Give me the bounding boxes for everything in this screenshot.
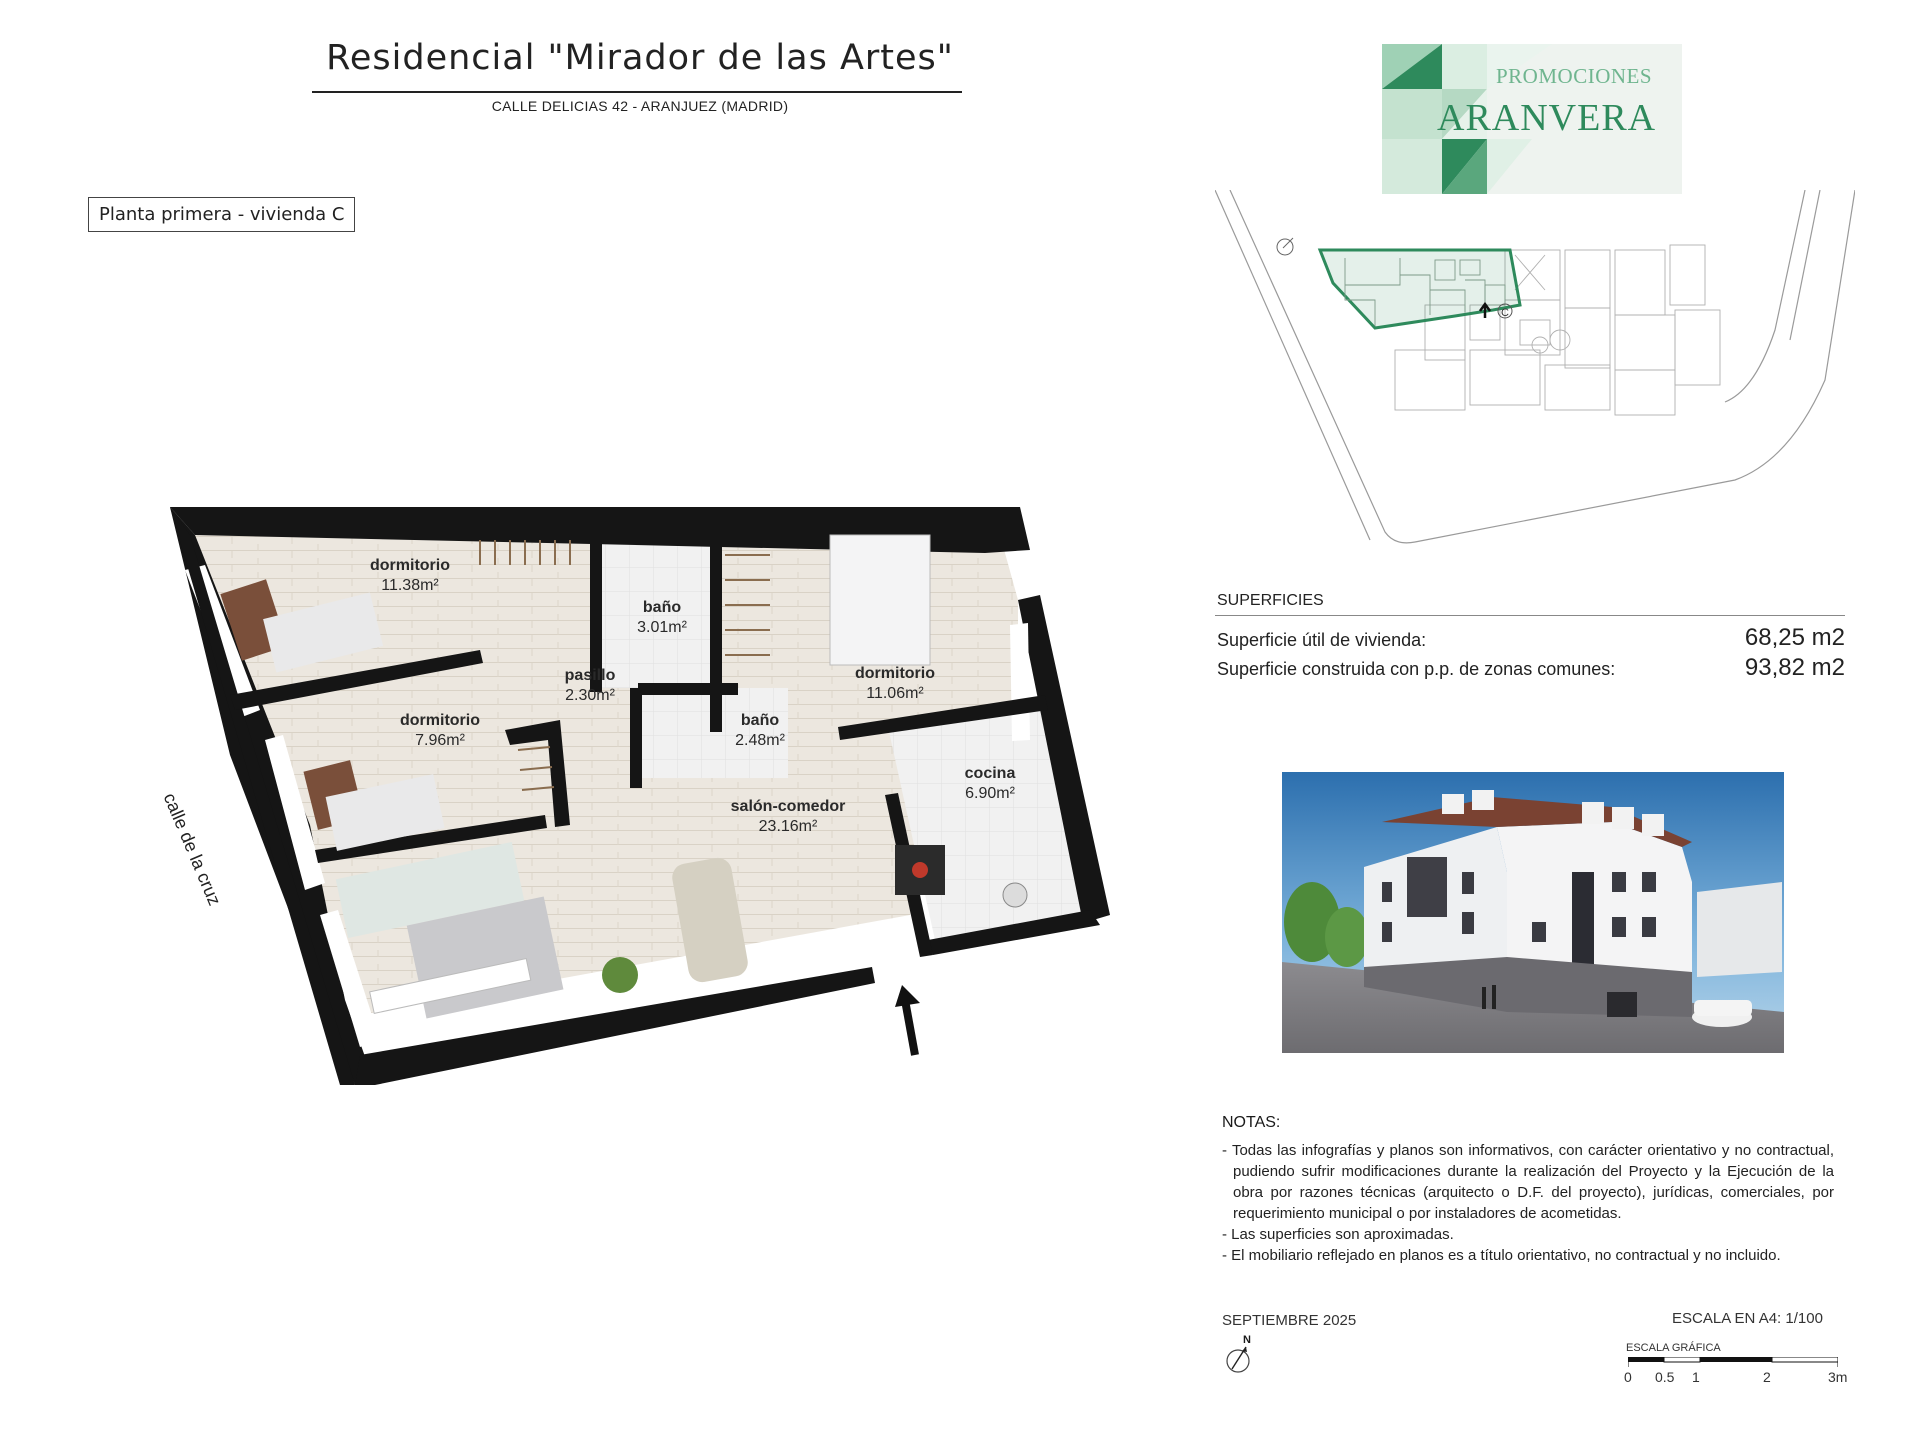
surface-util-label: Superficie útil de vivienda: — [1217, 630, 1427, 650]
site-north-icon — [1277, 239, 1293, 255]
note-item: - Las superficies son aproximadas. — [1222, 1226, 1454, 1243]
logo-text-aranvera: ARANVERA — [1437, 97, 1657, 139]
document-title: Residencial "Mirador de las Artes" — [326, 38, 954, 78]
room-area: 23.16m² — [758, 818, 818, 835]
room-name: salón-comedor — [730, 798, 846, 815]
logo-text-promociones: PROMOCIONES — [1496, 64, 1653, 88]
scale-tick: 0.5 — [1655, 1369, 1675, 1385]
room-area: 11.38m² — [381, 577, 439, 594]
title-underline — [312, 91, 962, 93]
graphic-scale-bar — [1628, 1356, 1838, 1368]
north-arrow-icon — [1224, 1337, 1260, 1382]
notes-list — [1222, 1140, 1834, 1266]
street-label: calle de la cruz — [159, 790, 225, 909]
document-date: SEPTIEMBRE 2025 — [1222, 1312, 1357, 1329]
north-label: N — [1243, 1334, 1251, 1346]
surfaces-divider — [1215, 615, 1845, 616]
room-name: dormitorio — [370, 557, 450, 574]
scale-tick: 1 — [1692, 1369, 1700, 1385]
address: CALLE DELICIAS 42 - ARANJUEZ (MADRID) — [491, 98, 789, 114]
room-name: cocina — [964, 765, 1016, 782]
scale-tick: 2 — [1763, 1369, 1771, 1385]
surface-construida-value: 93,82 m2 — [1744, 654, 1845, 681]
room-area: 2.48m² — [735, 732, 785, 749]
room-name: dormitorio — [400, 712, 480, 729]
note-item: - Todas las infografías y planos son informativos, con carácter orientativo y no contractual, pudiendo sufrir modificaciones durante la realización del Proyecto y la Ejecución de la obra por razones técnicas (arquitecto o D.F. del proyecto), jurídicas, comerciales, por requerimiento municipal o por instaladores de acometidas. — [1222, 1142, 1834, 1222]
floor-plan — [150, 495, 1130, 1115]
room-area: 11.06m² — [866, 685, 924, 702]
room-name: dormitorio — [855, 665, 935, 682]
scale-tick: 3m — [1828, 1369, 1848, 1385]
scale-tick: 0 — [1624, 1369, 1632, 1385]
scale-graphic-label: ESCALA GRÁFICA — [1626, 1342, 1721, 1354]
unit-marker: C — [1501, 307, 1509, 319]
room-name: pasillo — [564, 667, 616, 684]
scale-text: ESCALA EN A4: 1/100 — [1672, 1310, 1823, 1327]
building-render — [1282, 772, 1784, 1053]
surfaces-title: SUPERFICIES — [1217, 592, 1324, 609]
room-name: baño — [740, 712, 780, 729]
note-item: - El mobiliario reflejado en planos es a título orientativo, no contractual y no incluido. — [1222, 1247, 1781, 1264]
room-area: 6.90m² — [965, 785, 1015, 802]
plan-label: Planta primera - vivienda C — [88, 197, 355, 232]
unit-highlight — [1320, 250, 1520, 328]
site-plan — [1215, 190, 1855, 550]
surface-construida-label: Superficie construida con p.p. de zonas comunes: — [1217, 659, 1616, 679]
notes-title: NOTAS: — [1222, 1114, 1281, 1131]
room-name: baño — [642, 599, 682, 616]
room-area: 7.96m² — [415, 732, 465, 749]
room-area: 2.30m² — [565, 687, 615, 704]
room-area: 3.01m² — [637, 619, 687, 636]
surface-util-value: 68,25 m2 — [1744, 624, 1845, 651]
